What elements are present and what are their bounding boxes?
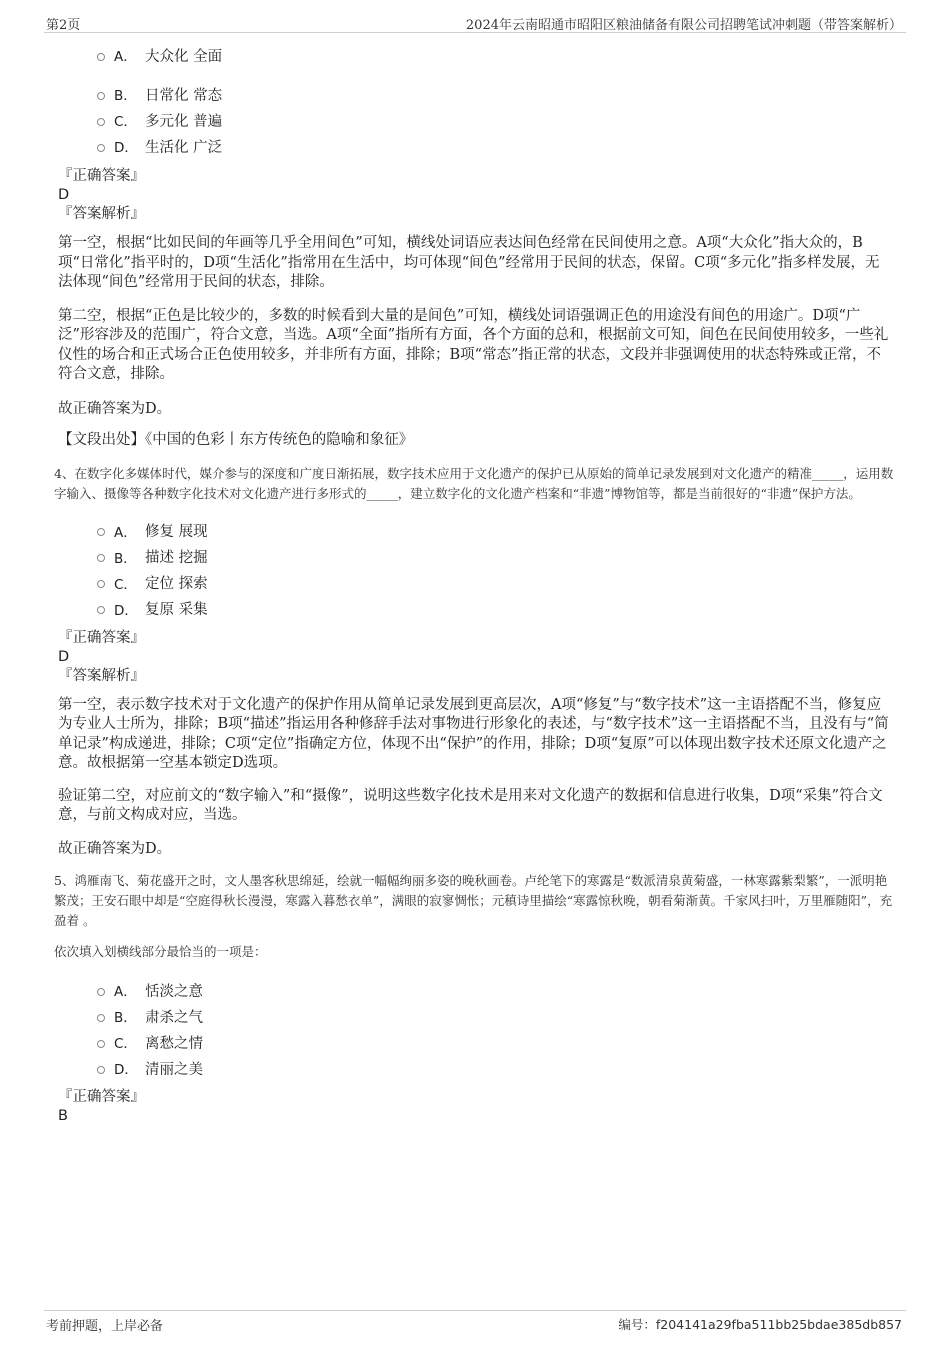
page-number: 第2页 bbox=[46, 18, 81, 33]
answer-label: 『正确答案』 bbox=[58, 168, 145, 184]
analysis-label: 『答案解析』 bbox=[58, 206, 145, 222]
radio-icon[interactable] bbox=[97, 53, 105, 61]
analysis-conclusion: 故正确答案为D。 bbox=[58, 840, 172, 857]
footer-slogan: 考前押题，上岸必备 bbox=[46, 1319, 164, 1334]
q3-option-b[interactable]: B． 日常化 常态 bbox=[56, 81, 894, 107]
radio-icon[interactable] bbox=[97, 118, 105, 126]
document-code: 编号：f204141a29fba511bb25bdae385db857 bbox=[618, 1317, 902, 1332]
radio-icon[interactable] bbox=[97, 1014, 105, 1022]
radio-icon[interactable] bbox=[97, 1040, 105, 1048]
q5-option-d[interactable]: D． 清丽之美 bbox=[56, 1055, 894, 1081]
q5-option-b[interactable]: B． 肃杀之气 bbox=[56, 1003, 894, 1029]
answer-label: 『正确答案』 bbox=[58, 629, 145, 646]
q4-options bbox=[56, 518, 894, 622]
q4-option-b[interactable]: B． 描述 挖掘 bbox=[56, 544, 894, 570]
passage-source: 【文段出处】《中国的色彩丨东方传统色的隐喻和象征》 bbox=[58, 432, 414, 448]
q3-option-d[interactable]: D． 生活化 广泛 bbox=[56, 133, 894, 159]
analysis-paragraph: 第一空，表示数字技术对于文化遗产的保护作用从简单记录发展到更高层次，A项“修复”与“数字技术”这一主语搭配不当，修复应为专业人士所为，排除；B项“描述”指运用各种修辞手法对事物进行形象化的表述，与“数字技术”这一主语搭配不当，且没有与“简单记录”构成递进，排除；C项“定位”指确定方位，体现不出“保护”的作用，排除；D项“复原”可以体现出数字技术还原文化遗产之意。故根据第一空基本锁定D选项。 bbox=[58, 696, 889, 771]
radio-icon[interactable] bbox=[97, 554, 105, 562]
q4-option-c[interactable]: C． 定位 探索 bbox=[56, 570, 894, 596]
analysis-label: 『答案解析』 bbox=[58, 667, 145, 684]
question-stem: 4、在数字化多媒体时代，媒介参与的深度和广度日渐拓展，数字技术应用于文化遗产的保护已从原始的简单记录发展到对文化遗产的精准_____，运用数字输入、摄像等各种数字化技术对文化遗产进行多形式的_____，建立数字化的文化遗产档案和“非遗”博物馆等，都是当前很好的“非遗”保护方法。 bbox=[54, 465, 894, 501]
q4-option-a[interactable]: A． 修复 展现 bbox=[56, 518, 894, 544]
page-header bbox=[44, 12, 906, 33]
radio-icon[interactable] bbox=[97, 92, 105, 100]
answer-value: D bbox=[58, 648, 70, 665]
q5-option-c[interactable]: C． 离愁之情 bbox=[56, 1029, 894, 1055]
radio-icon[interactable] bbox=[97, 144, 105, 152]
analysis-conclusion: 故正确答案为D。 bbox=[58, 400, 172, 417]
answer-label: 『正确答案』 bbox=[58, 1089, 145, 1105]
q5-options bbox=[56, 977, 894, 1081]
analysis-paragraph: 第二空，根据“正色是比较少的，多数的时候看到大量的是间色”可知，横线处词语强调正色的用途没有间色的用途广。D项“广泛”形容涉及的范围广，符合文意，当选。A项“全面”指所有方面，各个方面的总和，根据前文可知，间色在民间使用较多，一些礼仪性的场合和正式场合正色使用较多，并非所有方面，排除；B项“常态”指正常的状态，文段并非强调使用的状态特殊或正常，不符合文意，排除。 bbox=[58, 307, 889, 382]
q3-option-c[interactable]: C． 多元化 普遍 bbox=[56, 107, 894, 133]
answer-value: B bbox=[58, 1108, 68, 1124]
q5-option-a[interactable]: A． 恬淡之意 bbox=[56, 977, 894, 1003]
radio-icon[interactable] bbox=[97, 988, 105, 996]
question-stem: 5、鸿雁南飞、菊花盛开之时，文人墨客秋思绵延，绘就一幅幅绚丽多姿的晚秋画卷。卢纶笔下的寒露是“数派清泉黄菊盛，一林寒露紫梨繁”，一派明艳繁茂；王安石眼中却是“空庭得秋长漫漫，寒露入暮愁衣单”，满眼的寂寥惆怅；元稹诗里描绘“寒露惊秋晚，朝看菊渐黄。千家风扫叶，万里雁随阳”，充盈着 。 bbox=[54, 873, 893, 928]
page-footer bbox=[44, 1310, 906, 1335]
q3-options bbox=[56, 42, 894, 159]
document-title: 2024年云南昭通市昭阳区粮油储备有限公司招聘笔试冲刺题（带答案解析） bbox=[465, 18, 902, 33]
radio-icon[interactable] bbox=[97, 606, 105, 614]
page-content bbox=[56, 44, 894, 1125]
question-prompt: 依次填入划横线部分最恰当的一项是： bbox=[54, 944, 267, 959]
radio-icon[interactable] bbox=[97, 528, 105, 536]
analysis-paragraph: 第一空，根据“比如民间的年画等几乎全用间色”可知，横线处词语应表达间色经常在民间使用之意。A项“大众化”指大众的，B项“日常化”指平时的，D项“生活化”指常用在生活中，均可体现“间色”经常用于民间的状态，保留。C项“多元化”指多样发展，无法体现“间色”经常用于民间的状态，排除。 bbox=[58, 235, 880, 290]
q3-option-a[interactable]: A． 大众化 全面 bbox=[56, 42, 894, 68]
answer-value: D bbox=[58, 187, 70, 203]
analysis-paragraph: 验证第二空，对应前文的“数字输入”和“摄像”，说明这些数字化技术是用来对文化遗产的数据和信息进行收集，D项“采集”符合文意，与前文构成对应，当选。 bbox=[58, 787, 883, 823]
q4-option-d[interactable]: D． 复原 采集 bbox=[56, 596, 894, 622]
radio-icon[interactable] bbox=[97, 580, 105, 588]
radio-icon[interactable] bbox=[97, 1066, 105, 1074]
